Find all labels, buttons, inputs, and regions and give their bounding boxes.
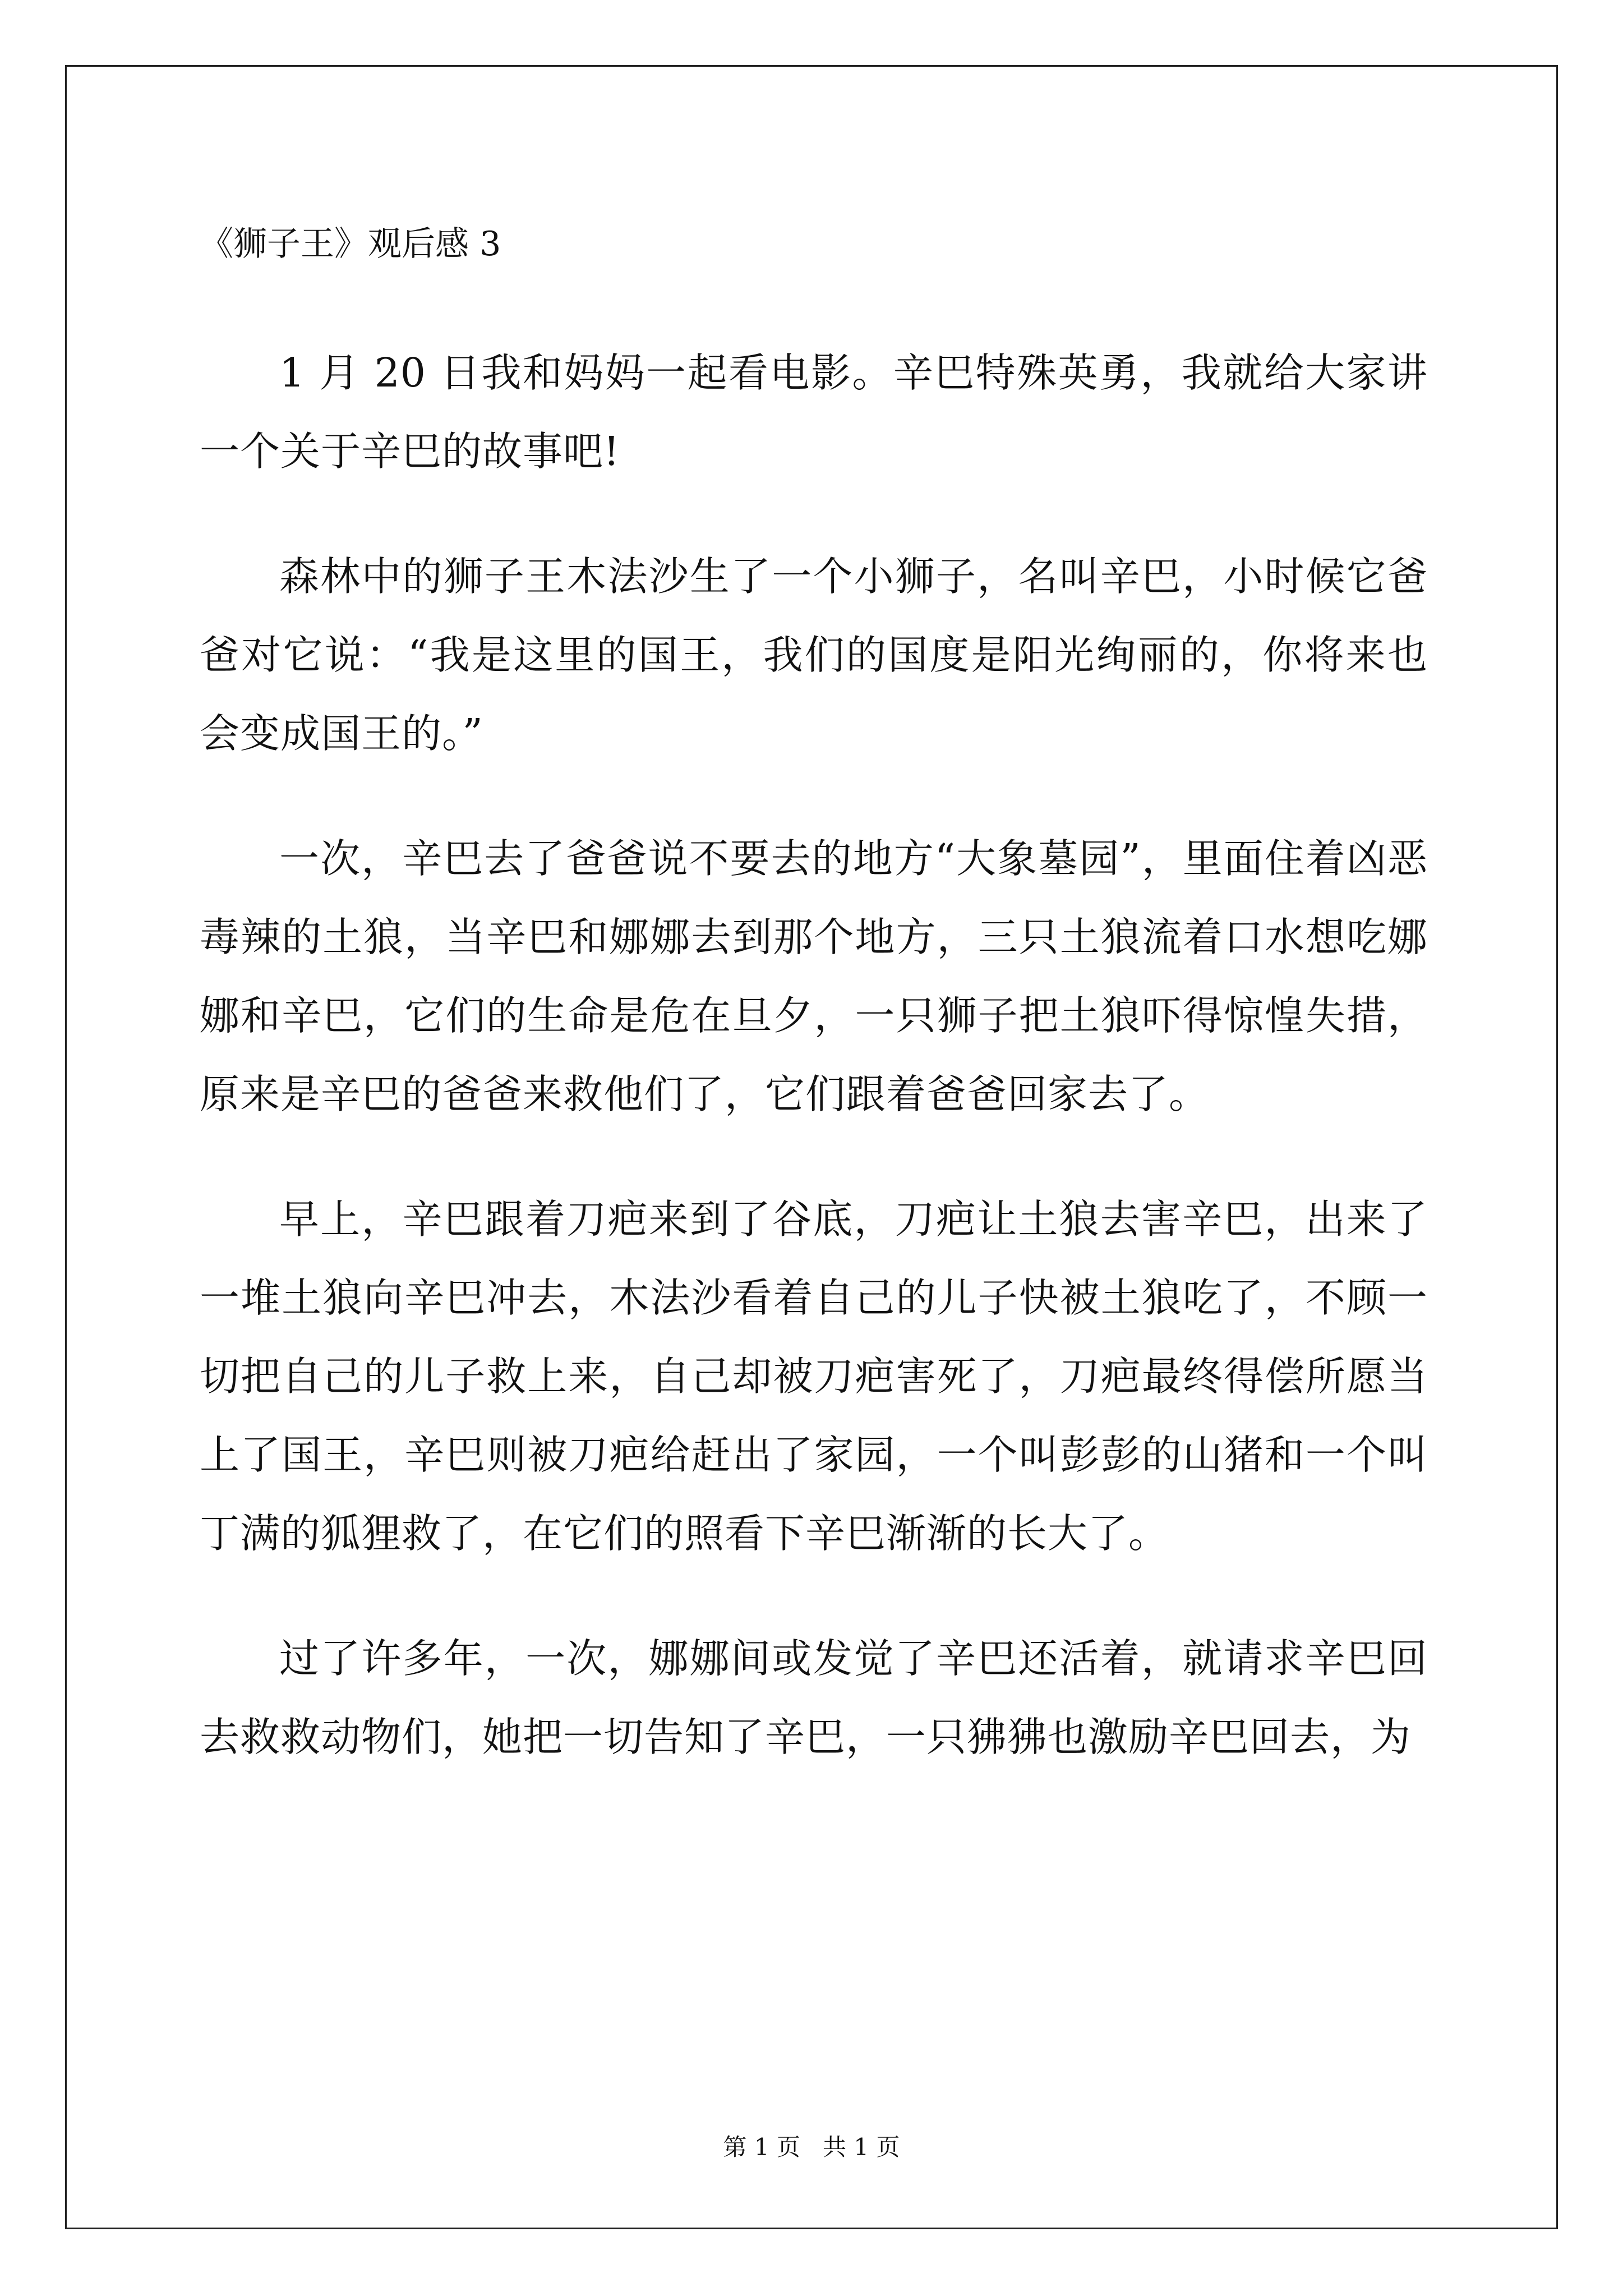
paragraph-3: 一次，辛巴去了爸爸说不要去的地方“大象墓园”，里面住着凶恶毒辣的土狼，当辛巴和娜娜去到那个地方，三只土狼流着口水想吃娜娜和辛巴，它们的生命是危在旦夕，一只狮子把土狼吓得惊惶失措，原来是辛巴的爸爸来救他们了，它们跟着爸爸回家去了。 bbox=[200, 835, 1428, 1117]
paragraph-5: 过了许多年，一次，娜娜间或发觉了辛巴还活着，就请求辛巴回去救救动物们，她把一切告知了辛巴，一只狒狒也激励辛巴回去，为 bbox=[200, 1635, 1428, 1760]
paragraph-4: 早上，辛巴跟着刀疤来到了谷底，刀疤让土狼去害辛巴，出来了一堆土狼向辛巴冲去，木法沙看着自己的儿子快被土狼吃了，不顾一切把自己的儿子救上来，自己却被刀疤害死了，刀疤最终得偿所愿当上了国王，辛巴则被刀疤给赶出了家园，一个叫彭彭的山猪和一个叫丁满的狐狸救了，在它们的照看下辛巴渐渐的长大了。 bbox=[200, 1196, 1428, 1557]
paragraph-2: 森林中的狮子王木法沙生了一个小狮子，名叫辛巴，小时候它爸爸对它说：“我是这里的国王，我们的国度是阳光绚丽的，你将来也会变成国王的。” bbox=[200, 553, 1428, 757]
page-footer: 第 1 页 共 1 页 bbox=[723, 2133, 900, 2161]
document-body bbox=[200, 222, 1428, 1823]
paragraph-1: 1 月 20 日我和妈妈一起看电影。辛巴特殊英勇，我就给大家讲一个关于辛巴的故事吧! bbox=[200, 349, 1428, 475]
document-title: 《狮子王》观后感 3 bbox=[200, 224, 501, 264]
